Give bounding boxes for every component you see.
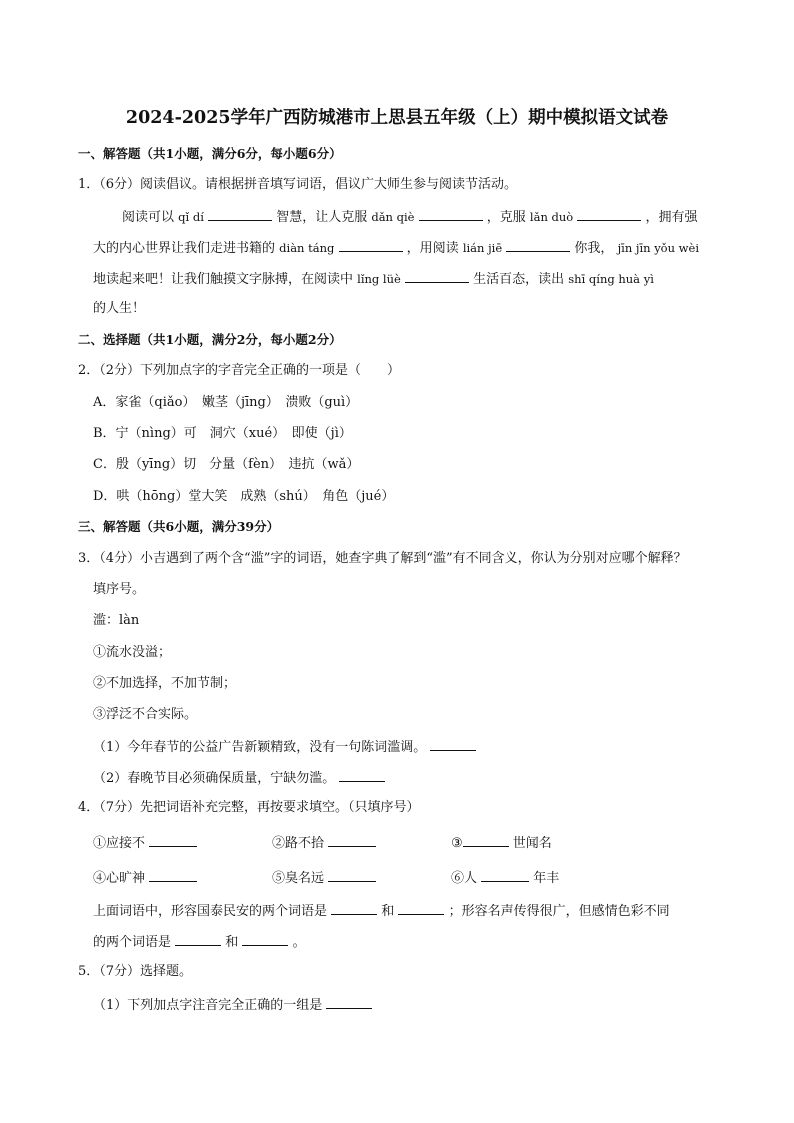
question-1-line-3 [93,269,654,289]
text: ④心旷神 [93,871,146,886]
pinyin: dǎn qiè [371,210,415,224]
answer-blank[interactable] [242,932,288,946]
word-1 [93,833,197,853]
option-b[interactable]: B．宁（nìng）可 洞穴（xué） 即使（jì） [93,426,352,441]
word-3 [451,833,552,853]
question-3-stem-cont: 填序号。 [93,582,146,597]
option-c[interactable]: C．殷（yīng）切 分量（fèn） 违抗（wǎ） [93,457,360,472]
answer-blank[interactable] [326,995,372,1009]
answer-blank[interactable] [149,833,197,847]
text: 。 [292,935,306,950]
question-4-task-line-1 [93,901,670,921]
answer-blank[interactable] [481,868,529,882]
answer-blank[interactable] [328,833,376,847]
answer-blank[interactable] [328,868,376,882]
answer-blank[interactable] [577,207,641,221]
text: （1）下列加点字注音完全正确的一组是 [93,998,323,1013]
text: （2）春晚节目必须确保质量，宁缺勿滥。 [93,771,336,786]
text: 和 [381,904,395,919]
text: ，用阅读 [406,241,459,256]
text: 世闻名 [512,836,552,851]
answer-blank[interactable] [208,207,272,221]
pinyin: jīn jīn yǒu wèi [617,241,699,255]
pinyin: lǎn duò [529,210,574,224]
question-4-stem: 4．（7分）先把词语补充完整，再按要求填空。（只填序号） [78,800,420,815]
dictionary-entry: 滥：làn [93,613,140,628]
answer-blank[interactable] [149,868,197,882]
answer-blank[interactable] [339,238,403,252]
text: 生活百态，读出 [473,272,565,287]
text: ③ [451,836,463,851]
answer-blank[interactable] [175,932,221,946]
option-d[interactable]: D．哄（hōng）堂大笑 成熟（shú） 角色（jué） [93,489,395,504]
question-1-stem: 1．（6分）阅读倡议。请根据拼音填写词语，倡议广大师生参与阅读节活动。 [78,177,518,192]
option-a[interactable]: A．家雀（qiǎo） 嫩茎（jīng） 溃败（guì） [93,395,359,410]
answer-blank[interactable] [405,269,469,283]
answer-blank[interactable] [463,833,509,847]
answer-blank[interactable] [331,901,377,915]
section-3-heading: 三、解答题（共6小题，满分39分） [78,519,280,534]
question-5-sub-1 [93,995,372,1015]
question-2-stem: 2．（2分）下列加点字的字音完全正确的一项是（ ） [78,363,401,378]
text: 你我， [574,241,614,256]
section-1-heading: 一、解答题（共1小题，满分6分，每小题6分） [78,146,342,161]
text: 阅读可以 [122,210,175,225]
word-6 [451,868,559,888]
answer-blank[interactable] [430,737,476,751]
text: 大的内心世界让我们走进书籍的 [93,241,276,256]
text: ；形容名声传得很广，但感情色彩不同 [448,904,670,919]
question-1-line-1 [122,207,698,227]
answer-blank[interactable] [339,768,385,782]
pinyin: shī qíng huà yì [568,272,654,286]
text: （1）今年春节的公益广告新颖精致，没有一句陈词滥调。 [93,740,427,755]
text: 地读起来吧！让我们触摸文字脉搏，在阅读中 [93,272,354,287]
question-3-stem: 3．（4分）小吉遇到了两个含“滥”字的词语，她查字典了解到“滥”有不同含义，你认为分别对应哪个解释？ [78,551,687,566]
text: 和 [225,935,239,950]
meaning-1: ①流水没溢； [93,645,172,660]
text: ，拥有强 [645,210,698,225]
question-1-line-4: 的人生！ [93,301,146,316]
question-1-line-2 [93,238,699,258]
text: ⑥人 [451,871,478,886]
answer-blank[interactable] [419,207,483,221]
pinyin: lián jiē [462,241,503,255]
word-2 [272,833,376,853]
question-4-task-line-2 [93,932,306,952]
word-4 [93,868,197,888]
meaning-3: ③浮泛不合实际。 [93,707,198,722]
pinyin: qǐ dí [178,210,204,224]
text: ①应接不 [93,836,146,851]
text: 智慧，让人克服 [276,210,368,225]
page-title: 2024-2025学年广西防城港市上思县五年级（上）期中模拟语文试卷 [125,108,669,128]
text: ，克服 [486,210,526,225]
text: 上面词语中，形容国泰民安的两个词语是 [93,904,328,919]
answer-blank[interactable] [398,901,444,915]
text: 的两个词语是 [93,935,172,950]
answer-blank[interactable] [506,238,570,252]
section-2-heading: 二、选择题（共1小题，满分2分，每小题2分） [78,332,342,347]
pinyin: diàn táng [279,241,335,255]
text: 年丰 [533,871,560,886]
pinyin: lǐng lüè [357,272,401,286]
text: ②路不拾 [272,836,325,851]
meaning-2: ②不加选择，不加节制； [93,676,237,691]
question-5-stem: 5．（7分）选择题。 [78,964,193,979]
question-3-sub-2 [93,768,385,788]
text: ⑤臭名远 [272,871,325,886]
word-5 [272,868,376,888]
question-3-sub-1 [93,737,476,757]
